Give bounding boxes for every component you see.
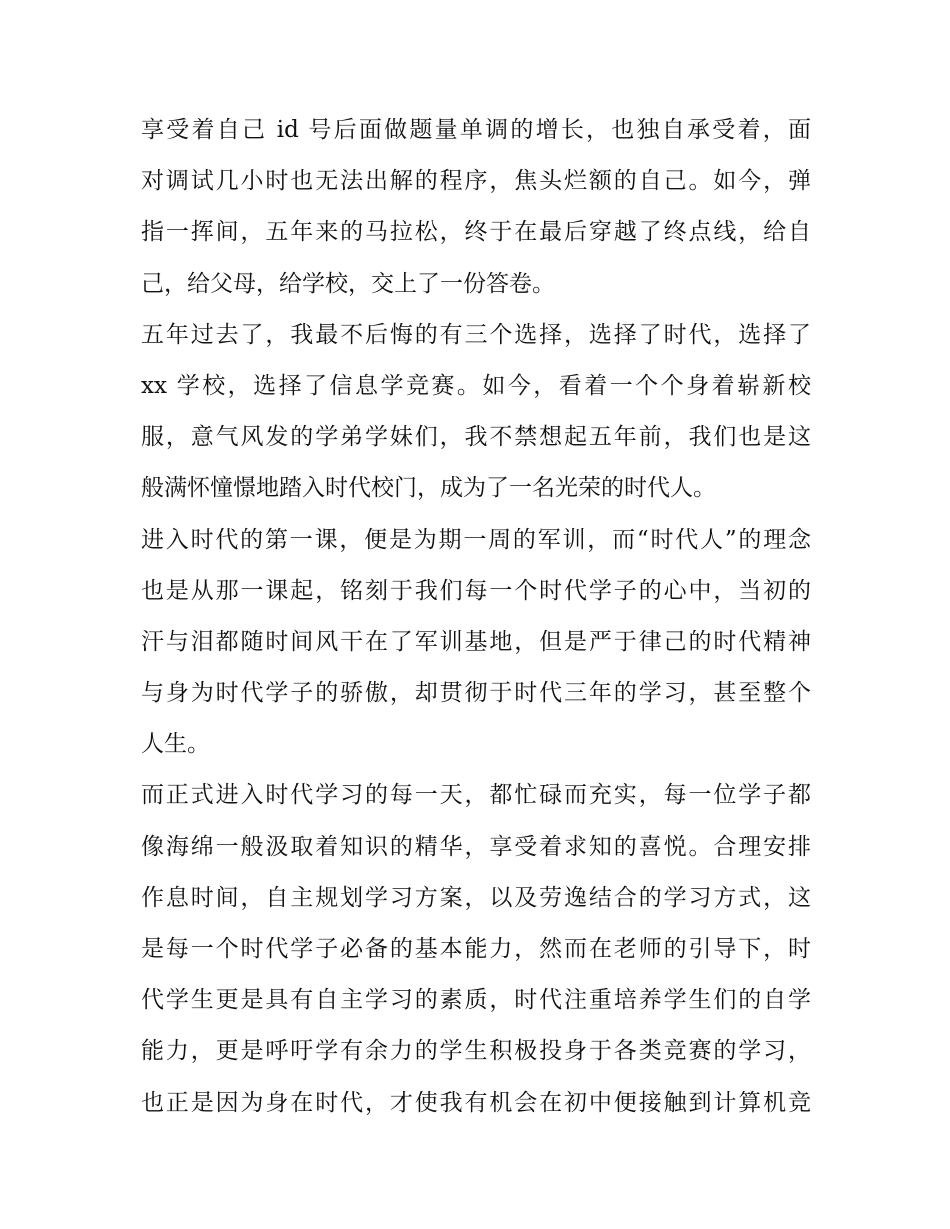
text-line: 服，意气风发的学弟学妹们，我不禁想起五年前，我们也是这 — [141, 424, 811, 451]
text-line: 能力，更是呼吁学有余力的学生积极投身于各类竞赛的学习， — [141, 1038, 811, 1065]
text-line: 享受着自己 id 号后面做题量单调的增长，也独自承受着，面 — [141, 117, 811, 143]
text-line: 般满怀憧憬地踏入时代校门，成为了一名光荣的时代人。 — [141, 475, 716, 502]
text-line: xx 学校，选择了信息学竞赛。如今，看着一个个身着崭新校 — [141, 372, 811, 399]
text-line: 像海绵一般汲取着知识的精华，享受着求知的喜悦。合理安排 — [141, 833, 811, 860]
paragraph-4 — [141, 770, 811, 1128]
text-line: 进入时代的第一课，便是为期一周的军训，而“时代人”的理念 — [141, 526, 811, 553]
text-line: 与身为时代学子的骄傲，却贯彻于时代三年的学习，甚至整个 — [141, 680, 811, 707]
text-line: 也是从那一课起，铭刻于我们每一个时代学子的心中，当初的 — [141, 577, 811, 604]
text-line: 己，给父母，给学校，交上了一份答卷。 — [141, 270, 555, 297]
text-line: 是每一个时代学子必备的基本能力，然而在老师的引导下，时 — [141, 936, 811, 962]
text-line: 汗与泪都随时间风干在了军训基地，但是严于律己的时代精神 — [141, 628, 811, 655]
text-line: 五年过去了，我最不后悔的有三个选择，选择了时代，选择了 — [141, 321, 811, 348]
paragraph-3 — [141, 515, 811, 771]
text-line: 作息时间，自主规划学习方案，以及劳逸结合的学习方式，这 — [141, 884, 811, 911]
text-line: 指一挥间，五年来的马拉松，终于在最后穿越了终点线，给自 — [141, 219, 811, 246]
document-body — [141, 105, 811, 1129]
text-line: 人生。 — [141, 731, 210, 758]
text-line: 对调试几小时也无法出解的程序，焦头烂额的自己。如今，弹 — [141, 168, 811, 195]
text-line: 而正式进入时代学习的每一天，都忙碌而充实，每一位学子都 — [141, 782, 811, 809]
text-line: 代学生更是具有自主学习的素质，时代注重培养学生们的自学 — [141, 987, 811, 1014]
text-line: 也正是因为身在时代，才使我有机会在初中便接触到计算机竞 — [141, 1089, 811, 1116]
paragraph-2 — [141, 310, 811, 515]
paragraph-1 — [141, 105, 811, 310]
